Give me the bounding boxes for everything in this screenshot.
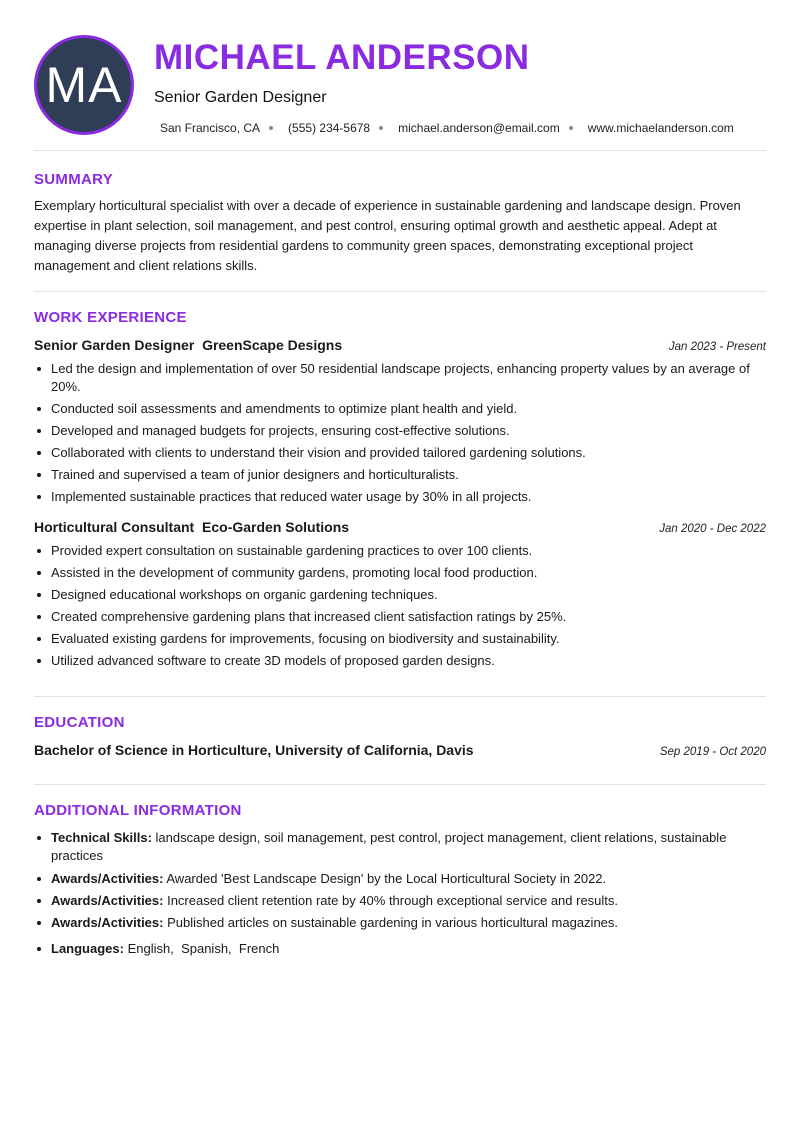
separator-dot [269,126,273,130]
job-header [34,337,766,353]
list-item: Implemented sustainable practices that reduced water usage by 30% in all projects. [51,488,766,506]
education-dates: Sep 2019 - Oct 2020 [659,746,766,758]
list-item: Developed and managed budgets for projects, ensuring cost-effective solutions. [51,422,766,440]
job-company: GreenScape Designs [202,337,343,353]
list-item: Trained and supervised a team of junior designers and horticulturalists. [51,466,766,484]
separator-dot [379,126,383,130]
info-label: Languages: [51,941,124,956]
list-item: Assisted in the development of community gardens, promoting local food production. [51,564,766,582]
contact-line [160,121,734,135]
list-item: Utilized advanced software to create 3D models of proposed garden designs. [51,652,766,670]
job-dates: Jan 2020 - Dec 2022 [659,523,766,535]
candidate-title: Senior Garden Designer [154,89,327,106]
additional-section [34,785,766,958]
info-text: Published articles on sustainable gardening in various horticultural magazines. [167,915,619,930]
experience-heading: WORK EXPERIENCE [34,309,187,326]
info-label: Awards/Activities: [51,871,164,886]
contact-location: San Francisco, CA [160,121,261,135]
list-item [51,829,766,865]
info-label: Technical Skills: [51,830,152,845]
list-item: Designed educational workshops on organic gardening techniques. [51,586,766,604]
list-item [51,940,766,958]
job-bullets [34,360,766,506]
summary-heading: SUMMARY [34,171,114,188]
job-title: Senior Garden Designer [34,337,195,353]
education-entry [34,742,766,758]
job-bullets [34,542,766,670]
experience-section [34,292,766,670]
additional-heading: ADDITIONAL INFORMATION [34,802,242,819]
list-item [51,914,766,932]
job-dates: Jan 2023 - Present [668,341,766,353]
info-text: Increased client retention rate by 40% through exceptional service and results. [167,893,619,908]
summary-text: Exemplary horticultural specialist with over a decade of experience in sustainable gardening and landscape design. Proven expertise in plant selection, soil management, and pest control, ensuring optimal growth and aesthetic appeal. Adept at managing diverse projects from residential gardens to community green spaces, demonstrating exceptional project management and client relations skills. [34,198,741,273]
contact-email[interactable]: michael.anderson@email.com [398,121,560,135]
list-item: Provided expert consultation on sustainable gardening practices to over 100 clients. [51,542,766,560]
candidate-name: MICHAEL ANDERSON [154,38,530,77]
info-label: Awards/Activities: [51,893,164,908]
resume-header [34,0,766,150]
job-entry [34,519,766,670]
contact-phone: (555) 234-5678 [288,121,371,135]
job-company: Eco-Garden Solutions [202,519,350,535]
job-entry [34,337,766,506]
list-item: Conducted soil assessments and amendments to optimize plant health and yield. [51,400,766,418]
education-section [34,697,766,758]
info-text: landscape design, soil management, pest control, project management, client relations, sustainable practices [51,830,727,863]
separator-dot [569,126,573,130]
info-label: Awards/Activities: [51,915,164,930]
job-title-company [34,519,349,535]
list-item: Collaborated with clients to understand their vision and provided tailored gardening solutions. [51,444,766,462]
list-item [51,892,766,910]
list-item: Created comprehensive gardening plans that increased client satisfaction ratings by 25%. [51,608,766,626]
list-item [51,870,766,888]
job-header [34,519,766,535]
education-degree: Bachelor of Science in Horticulture, University of California, Davis [34,742,474,758]
job-title-company [34,337,342,353]
list-item: Evaluated existing gardens for improvements, focusing on biodiversity and sustainability. [51,630,766,648]
info-text: Awarded 'Best Landscape Design' by the Local Horticultural Society in 2022. [166,871,607,886]
contact-website[interactable]: www.michaelanderson.com [587,121,734,135]
avatar: MA [34,35,134,135]
info-text: English, Spanish, French [127,941,280,956]
education-heading: EDUCATION [34,714,125,731]
summary-section [34,151,766,271]
list-item: Led the design and implementation of over 50 residential landscape projects, enhancing property values by an average of 20%. [51,360,766,396]
additional-list [34,829,766,958]
job-title: Horticultural Consultant [34,519,195,535]
